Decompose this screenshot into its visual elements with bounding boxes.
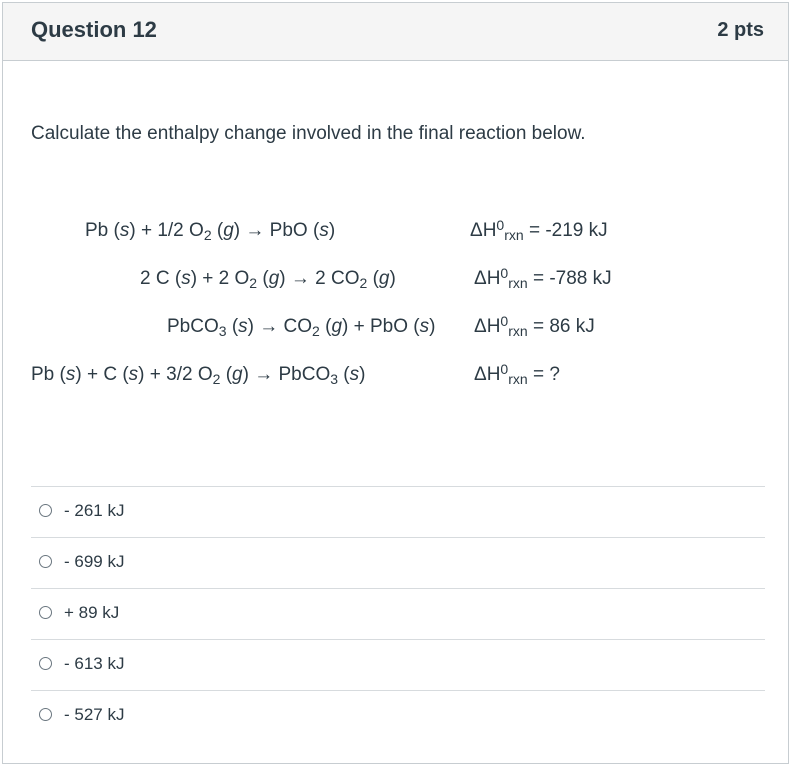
question-header <box>3 3 788 61</box>
answer-option[interactable] <box>31 537 765 588</box>
reaction-enthalpy-2: $\Delta H^0_{rxn} = -788$ kJ <box>474 265 612 291</box>
answer-label[interactable]: + 89 kJ <box>64 603 120 622</box>
target-reaction-equation: Pb (s) + C (s) + 3/2 $O_2$ (g) → PbCO$_3$ (s) <box>31 364 366 387</box>
reaction-equation-1: Pb (s) + 1/2 $O_2$ (g) → PbO (s) <box>85 220 336 243</box>
reaction-enthalpy-1: $\Delta H^0_{rxn} = -219$ kJ <box>470 217 608 243</box>
radio-button[interactable] <box>39 657 52 670</box>
answer-option[interactable] <box>31 690 765 741</box>
answer-label[interactable]: - 527 kJ <box>64 705 125 724</box>
answer-list <box>31 486 765 741</box>
question-card <box>2 2 789 764</box>
answer-label[interactable]: - 613 kJ <box>64 654 125 673</box>
question-points: 2 pts <box>717 19 764 41</box>
reaction-equation-3: PbCO$_3$ $(s) \to CO_2$ (g) + PbO (s) <box>167 316 436 339</box>
answer-label[interactable]: - 699 kJ <box>64 552 125 571</box>
answer-option[interactable] <box>31 486 765 537</box>
answer-option[interactable] <box>31 588 765 639</box>
question-prompt: Calculate the enthalpy change involved in the final reaction below. <box>31 123 586 144</box>
radio-button[interactable] <box>39 708 52 721</box>
answer-option[interactable] <box>31 639 765 690</box>
radio-button[interactable] <box>39 606 52 619</box>
question-title: Question 12 <box>31 17 157 42</box>
radio-button[interactable] <box>39 555 52 568</box>
reaction-enthalpy-3: $\Delta H^0_{rxn} = 86$ kJ <box>474 313 595 339</box>
radio-button[interactable] <box>39 504 52 517</box>
answer-label[interactable]: - 261 kJ <box>64 501 125 520</box>
target-reaction-enthalpy: $\Delta H^0_{rxn}$ = ? <box>474 361 560 387</box>
reaction-equation-2: 2 C (s) + 2 $O_2$ (g) → 2 $CO_2$ (g) <box>140 268 396 291</box>
